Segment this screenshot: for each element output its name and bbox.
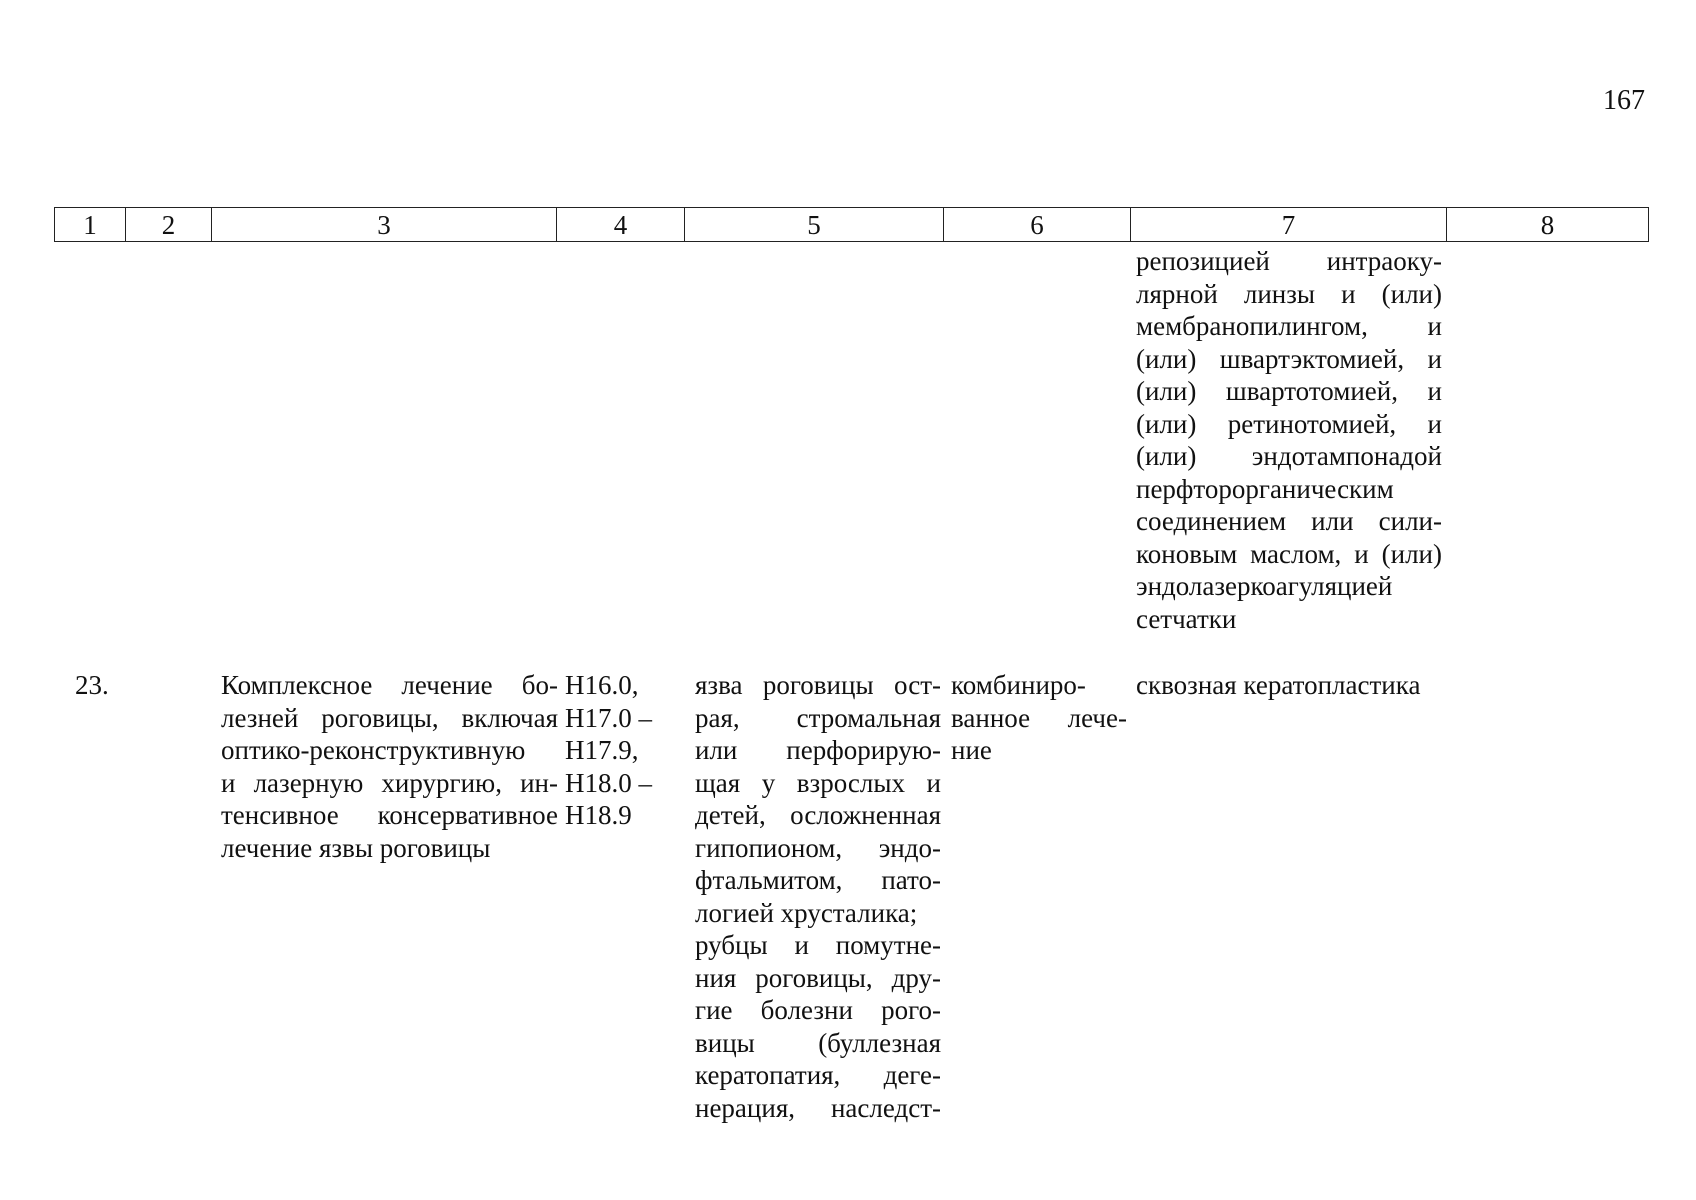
text-line: сквозная кератопластика <box>1136 670 1421 700</box>
text-line: или перфорирую- <box>695 735 941 765</box>
header-col-5: 5 <box>685 208 944 242</box>
text-line: ние <box>951 735 992 765</box>
text-line: вицы (буллезная <box>695 1027 941 1058</box>
text-line: репозицией интраоку- <box>1136 246 1442 276</box>
text-line: Комплексное лечение бо- <box>221 670 558 700</box>
text-line: H18.0 – <box>565 767 652 798</box>
text-line: оптико-реконструктивную <box>221 735 526 765</box>
header-col-4: 4 <box>557 208 685 242</box>
header-col-6: 6 <box>944 208 1131 242</box>
text-line: логией хрусталика; <box>695 897 918 928</box>
text-line: мембранопилингом, и <box>1136 311 1442 341</box>
continuation-col7-text <box>1136 245 1442 635</box>
row-23-number: 23. <box>75 670 109 700</box>
row-23-col7-text <box>1136 669 1442 702</box>
text-line: щая у взрослых и <box>695 767 941 798</box>
text-line: сетчатки <box>1136 603 1237 634</box>
header-col-1: 1 <box>55 208 126 242</box>
text-line: детей, осложненная <box>695 800 941 830</box>
row-23-col3-text <box>221 669 558 864</box>
text-line: рая, стромальная <box>695 702 941 733</box>
text-line: (или) эндотампонадой <box>1136 441 1442 471</box>
text-line: ния роговицы, дру- <box>695 962 941 993</box>
text-line: комбиниро- <box>951 670 1086 700</box>
header-col-3: 3 <box>212 208 557 242</box>
column-number-header <box>54 207 1649 242</box>
text-line: кератопатия, деге- <box>695 1060 941 1090</box>
text-line: (или) ретинотомией, и <box>1136 408 1442 439</box>
text-line: коновым маслом, и (или) <box>1136 538 1442 569</box>
header-col-7: 7 <box>1131 208 1447 242</box>
text-line: (или) швартэктомией, и <box>1136 343 1442 374</box>
text-line: H17.0 – <box>565 702 652 733</box>
text-line: рубцы и помутне- <box>695 930 941 960</box>
text-line: тенсивное консервативное <box>221 800 558 830</box>
row-23-col6-text <box>951 669 1127 767</box>
text-line: лярной линзы и (или) <box>1136 278 1442 309</box>
text-line: лечение язвы роговицы <box>221 832 491 863</box>
text-line: H16.0, <box>565 670 639 700</box>
header-col-2: 2 <box>126 208 212 242</box>
text-line: перфторорганическим <box>1136 473 1394 504</box>
header-col-8: 8 <box>1447 208 1649 242</box>
text-line: ванное лече- <box>951 702 1127 733</box>
row-23-col5-text <box>695 669 941 1124</box>
row-23-col4-codes <box>565 669 685 832</box>
text-line: нерация, наследст- <box>695 1092 941 1123</box>
text-line: соединением или сили- <box>1136 506 1442 536</box>
text-line: (или) швартотомией, и <box>1136 376 1442 406</box>
text-line: фтальмитом, пато- <box>695 865 941 895</box>
text-line: H17.9, <box>565 735 639 765</box>
text-line: гие болезни рого- <box>695 995 941 1025</box>
row-number <box>75 669 135 702</box>
text-line: эндолазеркоагуляцией <box>1136 571 1393 601</box>
text-line: язва роговицы ост- <box>695 670 941 700</box>
text-line: лезней роговицы, включая <box>221 702 558 733</box>
text-line: H18.9 <box>565 800 632 830</box>
text-line: гипопионом, эндо- <box>695 832 941 863</box>
text-line: и лазерную хирургию, ин- <box>221 767 558 798</box>
page-number: 167 <box>1603 85 1645 116</box>
